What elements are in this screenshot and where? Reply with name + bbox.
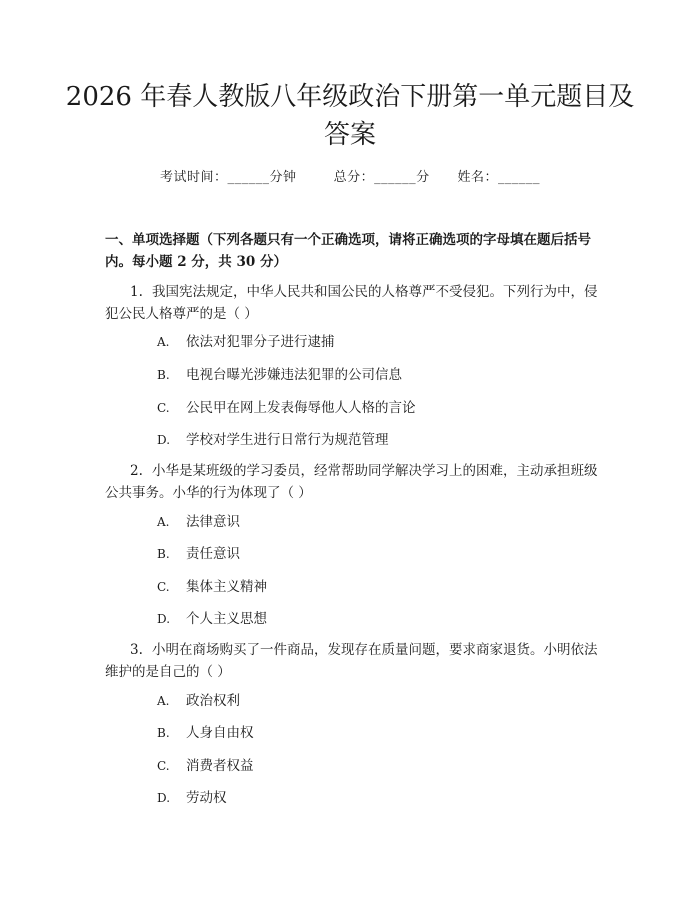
option-letter: D. xyxy=(157,433,171,447)
option-2d xyxy=(157,608,267,630)
option-text: 法律意识 xyxy=(186,514,240,530)
option-text: 消费者权益 xyxy=(186,758,254,774)
name-blank: ______ xyxy=(497,170,540,185)
option-3b xyxy=(157,722,254,744)
option-text: 个人主义思想 xyxy=(186,611,267,627)
option-text: 电视台曝光涉嫌违法犯罪的公司信息 xyxy=(186,367,402,383)
score-unit: 分 xyxy=(416,170,430,185)
option-1d xyxy=(157,429,389,451)
option-letter: B. xyxy=(157,368,170,382)
option-letter: A. xyxy=(157,335,170,349)
question-number: 3. xyxy=(130,642,143,658)
exam-info-line xyxy=(0,168,700,188)
option-letter: D. xyxy=(157,612,171,626)
option-3d xyxy=(157,787,227,809)
option-letter: B. xyxy=(157,547,170,561)
question-2 xyxy=(105,460,600,504)
option-2c xyxy=(157,576,267,598)
question-stem: 小华是某班级的学习委员，经常帮助同学解决学习上的困难，主动承担班级公共事务。小华的行为体现了（ ） xyxy=(105,463,598,501)
option-text: 集体主义精神 xyxy=(186,579,267,595)
section-heading: 一、单项选择题（下列各题只有一个正确选项，请将正确选项的字母填在题后括号内。每小题 2 分，共 30 分） xyxy=(105,232,591,270)
option-text: 依法对犯罪分子进行逮捕 xyxy=(186,334,335,350)
option-letter: A. xyxy=(157,515,170,529)
time-label: 考试时间： xyxy=(160,170,228,185)
time-unit: 分钟 xyxy=(269,170,297,185)
option-3c xyxy=(157,755,254,777)
option-text: 劳动权 xyxy=(186,790,227,806)
question-number: 1. xyxy=(130,284,143,300)
question-number: 2. xyxy=(130,463,143,479)
question-1 xyxy=(105,281,600,325)
option-letter: D. xyxy=(157,791,171,805)
option-letter: C. xyxy=(157,759,170,773)
option-letter: B. xyxy=(157,726,170,740)
option-text: 公民甲在网上发表侮辱他人人格的言论 xyxy=(186,400,416,416)
option-2b xyxy=(157,543,240,565)
option-text: 学校对学生进行日常行为规范管理 xyxy=(186,432,389,448)
document-title: 2026 年春人教版八年级政治下册第一单元题目及答案 xyxy=(65,82,635,150)
option-letter: C. xyxy=(157,580,170,594)
option-text: 政治权利 xyxy=(186,693,240,709)
option-2a xyxy=(157,511,240,533)
option-letter: C. xyxy=(157,401,170,415)
score-label: 总分： xyxy=(333,170,375,185)
option-text: 责任意识 xyxy=(186,546,240,562)
time-blank: ______ xyxy=(227,170,270,185)
option-1a xyxy=(157,331,335,353)
question-stem: 我国宪法规定，中华人民共和国公民的人格尊严不受侵犯。下列行为中，侵犯公民人格尊严的是（ ） xyxy=(105,284,598,322)
score-blank: ______ xyxy=(374,170,417,185)
option-letter: A. xyxy=(157,694,170,708)
option-1c xyxy=(157,397,416,419)
name-label: 姓名： xyxy=(457,170,498,185)
question-3 xyxy=(105,639,600,683)
question-stem: 小明在商场购买了一件商品，发现存在质量问题，要求商家退货。小明依法维护的是自己的（ ） xyxy=(105,642,598,680)
option-3a xyxy=(157,690,240,712)
option-text: 人身自由权 xyxy=(186,725,254,741)
option-1b xyxy=(157,364,402,386)
